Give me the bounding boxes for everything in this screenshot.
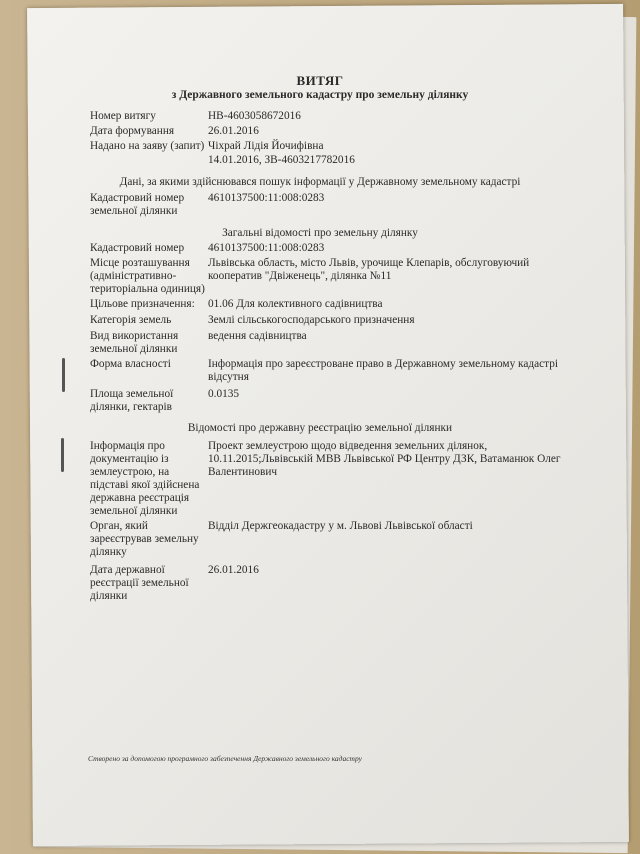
document-footer: Створено за допомогою програмного забезпечення Державного земельного кадастру [88, 754, 362, 763]
field-value: Чіхрай Лідія Йочифівна [208, 140, 324, 152]
field-label: Кадастровий номер земельної ділянки [90, 192, 185, 217]
field-value: Інформація про зареєстроване право в Державному земельному кадастрі відсутня [208, 358, 559, 383]
field-label: Інформація про документацію із землеустрою, на підставі якої здійснена державна реєстрація земельної ділянки [90, 440, 200, 517]
request-detail: 14.01.2016, ЗВ-4603217782016 [208, 154, 355, 166]
field-label: Площа земельної ділянки, гектарів [90, 388, 174, 413]
field-label: Дата формування [90, 125, 175, 137]
field-value: 26.01.2016 [208, 564, 259, 576]
field-label: Номер витягу [90, 110, 156, 122]
staple [62, 358, 65, 392]
field-label: Цільове призначення: [90, 298, 195, 310]
registration-section-heading: Відомості про державну реєстрацію земельної ділянки [187, 422, 453, 434]
search-section-heading: Дані, за якими здійснювався пошук інформації у Державному земельному кадастрі [119, 176, 521, 188]
field-label: Місце розташування (адміністративно-територіальна одиниця) [90, 257, 205, 295]
field-label: Орган, який зареєстрував земельну ділянку [90, 520, 199, 558]
field-value: Львівська область, місто Львів, урочище Клепарів, обслуговуючий кооператив "Двіженець", ділянка №11 [208, 257, 530, 282]
field-label: Вид використання земельної ділянки [90, 330, 179, 355]
field-value: Відділ Держгеокадастру у м. Львові Львівської області [208, 520, 473, 532]
document-subtitle: з Державного земельного кадастру про земельну ділянку [171, 89, 469, 101]
staple [61, 438, 64, 472]
general-section-heading: Загальні відомості про земельну ділянку [222, 227, 418, 239]
field-value: Землі сільськогосподарського призначення [208, 314, 415, 326]
field-value: 0.0135 [208, 388, 240, 400]
field-value: 4610137500:11:008:0283 [208, 242, 325, 254]
field-value: 4610137500:11:008:0283 [208, 192, 325, 204]
document-title: ВИТЯГ [296, 73, 344, 88]
field-label: Кадастровий номер [90, 242, 185, 254]
field-label: Надано на заяву (запит) [90, 140, 205, 152]
field-label: Дата державної реєстрації земельної ділянки [90, 564, 189, 602]
field-value: 01.06 Для колективного садівництва [208, 298, 383, 310]
field-label: Категорія земель [90, 314, 172, 326]
field-value: НВ-4603058672016 [208, 110, 301, 122]
field-value: Проект землеустрою щодо відведення земельних ділянок, 10.11.2015;Львівській МВВ Львівської РФ Центру ДЗК, Ватаманюк Олег Валентинович [208, 440, 561, 478]
field-value: 26.01.2016 [208, 125, 259, 137]
field-label: Форма власності [90, 358, 171, 370]
field-value: ведення садівництва [208, 330, 307, 342]
